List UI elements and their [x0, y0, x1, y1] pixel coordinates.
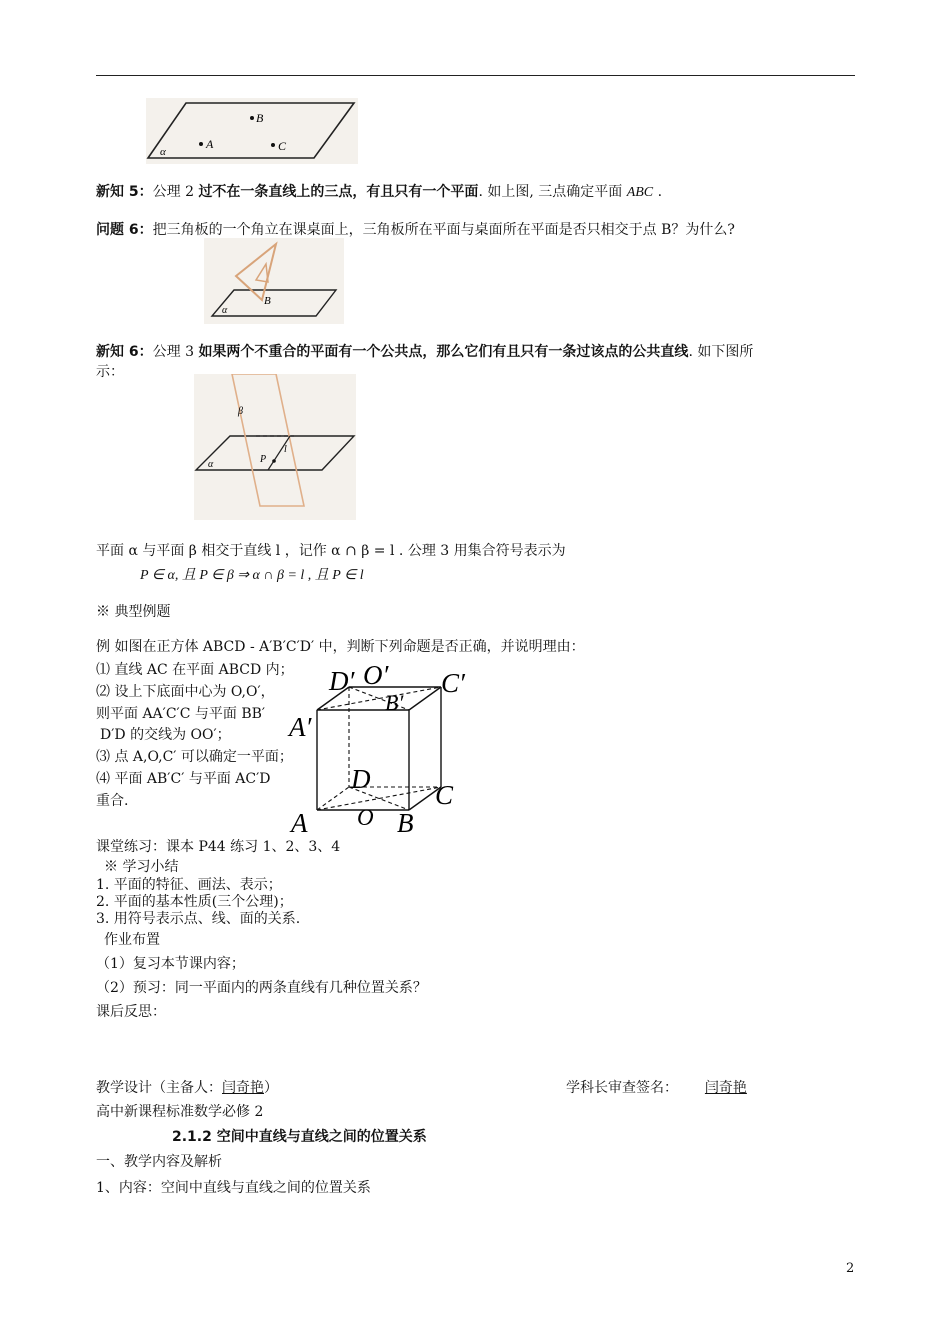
xinzhi5-line — [96, 181, 662, 201]
plane-abc-figure — [146, 98, 358, 164]
example-item: 重合. — [96, 793, 129, 809]
label-o: O — [357, 805, 374, 830]
design-label: 教学设计（主备人： — [96, 1080, 222, 1096]
set-formula: P ∈ α, 且 P ∈ β ⇒ α ∩ β = l , 且 P ∈ l — [140, 568, 364, 583]
point-c — [271, 143, 275, 147]
xinzhi6-axiom: 公理 3 — [152, 344, 194, 360]
review-label: 学科长审查签名： — [566, 1080, 678, 1096]
top-rule — [96, 75, 855, 76]
xinzhi6-bold: 如果两个不重合的平面有一个公共点，那么它们有且只有一条过该点的公共直线 — [198, 344, 689, 360]
label-c: C — [435, 780, 454, 810]
xinzhi6-line2: 示： — [96, 364, 124, 380]
label-a: A — [291, 808, 308, 838]
practice-line: 课堂练习：课本 P44 练习 1、2、3、4 — [96, 839, 341, 855]
example-item: 则平面 AA′C′C 与平面 BB′ — [96, 706, 266, 722]
label-cp: C′ — [441, 668, 465, 698]
figure-background — [146, 98, 358, 164]
example-item: ⑶ 点 A,O,C′ 可以确定一平面； — [96, 749, 293, 765]
edge-bp-cp — [409, 687, 441, 710]
xinzhi5-axiom: 公理 2 — [152, 184, 194, 200]
xinzhi5-plane: ABC — [626, 185, 654, 200]
design-name: 闫奇艳 — [222, 1080, 264, 1096]
label-dp: D′ — [329, 666, 355, 696]
review-line — [566, 1077, 757, 1097]
xinzhi6-label: 新知 6： — [96, 344, 153, 360]
summary-item: 1. 平面的特征、画法、表示； — [96, 877, 282, 893]
intersect-line: 平面 α 与平面 β 相交于直线 l ，记作 α ∩ β = l . 公理 3 用集合符号表示为 — [96, 543, 566, 559]
xinzhi5-label: 新知 5： — [96, 184, 153, 200]
typical-heading: ※ 典型例题 — [96, 604, 171, 620]
label-d: D — [351, 764, 371, 794]
page-number: 2 — [846, 1261, 855, 1276]
diagonal-ac — [317, 787, 441, 810]
example-item: ⑴ 直线 AC 在平面 ABCD 内； — [96, 662, 294, 678]
example-intro: 例 如图在正方体 ABCD - A′B′C′D′ 中，判断下列命题是否正确，并说明理由： — [96, 639, 585, 655]
wenti6-label: 问题 6： — [96, 222, 153, 238]
course-line: 高中新课程标准数学必修 2 — [96, 1104, 264, 1120]
reflection-label: 课后反思： — [96, 1004, 166, 1020]
review-name: 闫奇艳 — [704, 1080, 747, 1096]
label-l: l — [284, 444, 287, 455]
wenti6-line — [96, 219, 735, 239]
triangle-plane-figure — [204, 238, 344, 324]
label-a: A — [206, 137, 214, 151]
point-p — [272, 459, 276, 463]
design-line — [96, 1077, 278, 1097]
xinzhi6-rest: . 如下图所 — [688, 344, 754, 360]
summary-item: 2. 平面的基本性质(三个公理)； — [96, 894, 293, 910]
cube-figure — [285, 660, 475, 840]
xinzhi5-end: . — [653, 184, 663, 200]
label-ap: A′ — [289, 712, 312, 742]
xinzhi5-bold: 过不在一条直线上的三点，有且只有一个平面 — [198, 184, 479, 200]
xinzhi6-line — [96, 341, 753, 361]
section-title: 2.1.2 空间中直线与直线之间的位置关系 — [172, 1129, 427, 1145]
content1-line: 1、内容：空间中直线与直线之间的位置关系 — [96, 1180, 371, 1196]
point-b — [250, 116, 254, 120]
label-b: B — [397, 808, 414, 838]
label-alpha: α — [160, 146, 166, 158]
example-item: D′D 的交线为 OO′； — [100, 727, 231, 743]
part1-heading: 一、教学内容及解析 — [96, 1154, 222, 1170]
xinzhi5-rest: . 如上图, 三点确定平面 — [478, 184, 627, 200]
label-beta: β — [238, 406, 243, 417]
label-b: B — [264, 295, 271, 307]
homework-item: （2）预习：同一平面内的两条直线有几种位置关系？ — [96, 980, 427, 996]
label-c: C — [278, 139, 287, 153]
homework-item: （1）复习本节课内容； — [96, 956, 245, 972]
design-close: ） — [264, 1080, 278, 1096]
label-bp: B′ — [385, 690, 404, 715]
summary-heading: ※ 学习小结 — [104, 859, 179, 875]
example-item: ⑷ 平面 AB′C′ 与平面 AC′D — [96, 771, 271, 787]
point-a — [199, 142, 203, 146]
label-alpha: α — [208, 459, 214, 470]
wenti6-text: 把三角板的一个角立在课桌面上，三角板所在平面与桌面所在平面是否只相交于点 B？为什么? — [152, 222, 735, 238]
summary-item: 3. 用符号表示点、线、面的关系. — [96, 911, 301, 927]
label-alpha: α — [222, 305, 228, 316]
label-op: O′ — [363, 660, 389, 690]
label-b: B — [256, 111, 264, 125]
intersecting-planes-figure — [194, 374, 356, 520]
homework-heading: 作业布置 — [104, 932, 160, 948]
example-item: ⑵ 设上下底面中心为 O,O′， — [96, 684, 275, 700]
label-p: P — [260, 454, 267, 465]
